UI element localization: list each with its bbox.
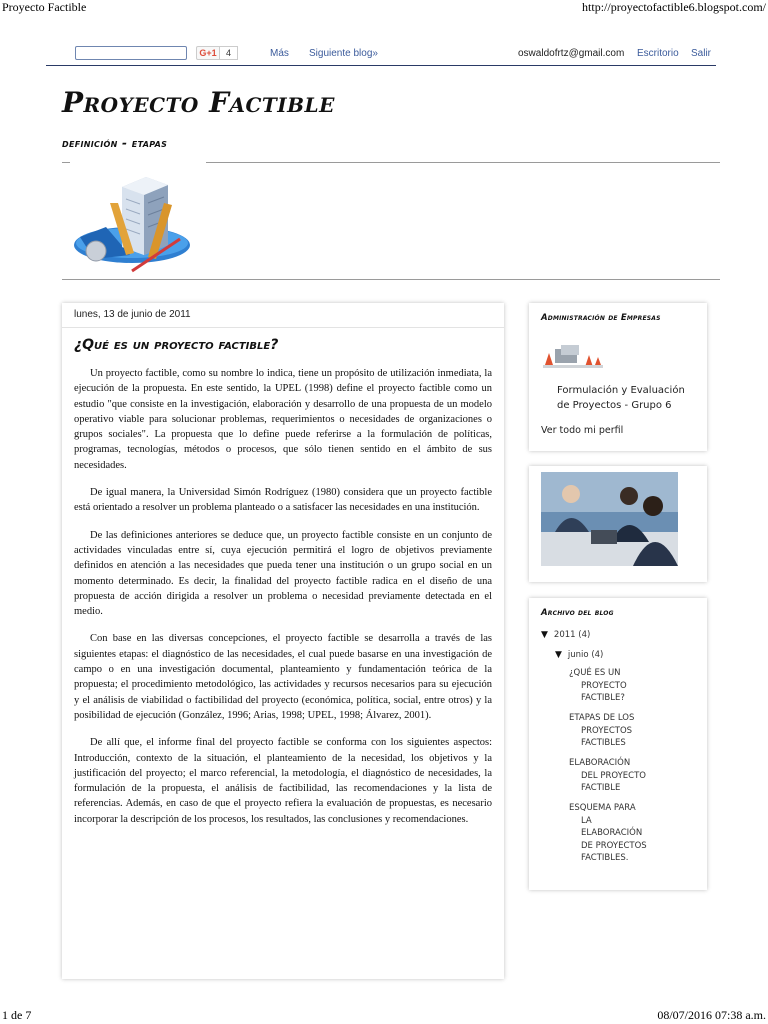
archive-post-link[interactable] [569, 802, 681, 865]
gplus-button[interactable]: G+1 [196, 46, 220, 60]
archive-post-line[interactable]: FACTIBLE? [581, 693, 625, 703]
blog-post [62, 303, 504, 979]
archive-post-line[interactable]: FACTIBLES. [581, 853, 629, 863]
header-divider [206, 162, 720, 163]
print-page-number: 1 de 7 [2, 1008, 32, 1022]
archive-post-line[interactable]: DE PROYECTOS [581, 840, 647, 851]
post-date-divider [62, 327, 504, 328]
header-bottom-divider [62, 279, 720, 280]
user-email: oswaldofrtz@gmail.com [518, 48, 625, 59]
triangle-down-icon[interactable]: ▼ [555, 650, 562, 660]
business-meeting-photo [541, 472, 678, 566]
print-header [0, 0, 768, 16]
next-blog-link[interactable]: Siguiente blog» [309, 48, 378, 59]
blogger-navbar [46, 42, 716, 66]
archive-post-line[interactable]: DEL PROYECTO [581, 770, 646, 781]
archive-post-link[interactable] [569, 712, 681, 750]
archive-widget-title: Archivo del blog [541, 608, 614, 618]
profile-widget [529, 303, 707, 451]
photo-widget [529, 466, 707, 582]
archive-post-line[interactable]: ELABORACIÓN [581, 828, 643, 838]
profile-name[interactable]: Formulación y Evaluación de Proyectos - Grupo 6 [557, 385, 685, 411]
archive-post-line[interactable]: FACTIBLES [581, 738, 626, 748]
archive-post-link[interactable] [569, 757, 681, 795]
post-paragraph: Con base en las diversas concepciones, el proyecto factible se desarrolla a través de las siguientes etapas: el diagnóstico de las necesidades, el cual puede basarse en una investigación de campo o en una investigación documental, planteamiento y fundamentación teórica de la propuesta; el procedimiento metodológico, las actividades y recursos necesarios para su ejecución y el análisis de viabilidad o factibilidad del proyecto (económica, política, social, entre otros) y la posibilidad de ejecución (González, 1996; Arias, 1998; UPEL, 1998; Álvarez, 2001). [74, 633, 492, 721]
archive-post-line[interactable]: PROYECTOS [581, 725, 633, 736]
archive-post-line[interactable]: LA [581, 815, 592, 826]
blog-description: definición - etapas [62, 136, 168, 150]
profile-widget-title: Administración de Empresas [541, 313, 661, 323]
archive-post-link[interactable] [569, 667, 681, 705]
archive-year-label[interactable]: 2011 (4) [553, 630, 591, 640]
post-paragraph: Un proyecto factible, como su nombre lo indica, tiene un propósito de utilización inmediata, la ejecución de la propuesta. En este sentido, la UPEL (1998) define el proyecto factible como un estudio "que consiste en la investigación, elaboración y desarrollo de una propuesta de un modelo operativo viable para solucionar problemas, requerimientos o necesidades de organizaciones o grupos sociales". La propuesta que lo define puede referirse a la formulación de políticas, programas, tecnologías, métodos o procesos, que sólo tienen sentido en el ámbito de sus necesidades. [74, 368, 492, 471]
archive-year[interactable] [541, 630, 590, 640]
post-body [74, 366, 492, 839]
blog-title[interactable]: Proyecto Factible [62, 86, 335, 119]
archive-post-line[interactable]: ¿QUÉ ES UN [569, 668, 621, 678]
post-title[interactable]: ¿Qué es un proyecto factible? [74, 337, 279, 353]
gplus-count: 4 [220, 46, 238, 60]
archive-post-line[interactable]: ELABORACIÓN [569, 758, 631, 768]
gplus-widget[interactable] [196, 46, 238, 60]
print-timestamp: 08/07/2016 07:38 a.m. [657, 1008, 766, 1022]
profile-avatar[interactable] [541, 339, 605, 375]
view-profile-link[interactable]: Ver todo mi perfil [541, 425, 624, 436]
post-date: lunes, 13 de junio de 2011 [74, 309, 191, 320]
post-paragraph: De allí que, el informe final del proyecto factible se conforma con los siguientes aspectos: Introducción, contexto de la situación, el planteamiento de la necesidad, los objetivos y la justificación del proyecto; el marco referencial, la metodología, el diagnóstico de necesidades, la formulación de la propuesta, el análisis de factibilidad, las recomendaciones y la lista de referencias. Además, en caso de que el proyecto refiera la evaluación de propuestas, es necesario incorporar la descripción de los procesos, los resultados, las conclusiones y recomendaciones. [74, 737, 492, 825]
post-paragraph: De las definiciones anteriores se deduce que, un proyecto factible consiste en un conjunto de actividades vinculadas entre sí, cuya ejecución permitirá el logro de objetivos previamente definidos en atención a las necesidades que pueda tener una institución o un grupo social en un momento determinado. Es decir, la finalidad del proyecto factible radica en el diseño de una propuesta de acción dirigida a resolver un problema o necesidad previamente detectada en el medio. [74, 529, 492, 618]
building-blueprint-image [72, 163, 204, 281]
triangle-down-icon[interactable]: ▼ [541, 630, 548, 640]
archive-post-line[interactable]: FACTIBLE [581, 783, 621, 793]
archive-post-line[interactable]: PROYECTO [581, 680, 627, 691]
dashboard-link[interactable]: Escritorio [637, 48, 679, 59]
more-link[interactable]: Más [270, 48, 289, 59]
archive-month[interactable] [555, 650, 603, 660]
search-input[interactable] [75, 46, 187, 60]
print-footer [0, 1008, 768, 1024]
archive-post-line[interactable]: ETAPAS DE LOS [569, 713, 635, 723]
post-paragraph: De igual manera, la Universidad Simón Rodríguez (1980) considera que un proyecto factible está orientado a resolver un problema planteado o a satisfacer las necesidades en una institución. [74, 487, 492, 514]
blog-archive-widget [529, 598, 707, 890]
header-divider-left [62, 162, 70, 163]
archive-post-line[interactable]: ESQUEMA PARA [569, 803, 636, 813]
archive-month-label[interactable]: junio (4) [567, 650, 604, 660]
logout-link[interactable]: Salir [691, 48, 712, 59]
print-header-url: http://proyectofactible6.blogspot.com/ [582, 0, 766, 14]
print-header-title: Proyecto Factible [2, 0, 87, 14]
